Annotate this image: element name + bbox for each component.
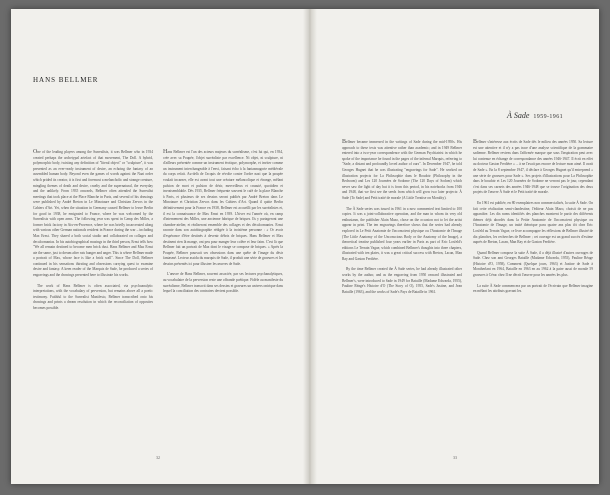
right-page (311, 9, 599, 484)
book-spread (11, 9, 599, 484)
running-head: HANS BELLMER (33, 76, 99, 84)
left-page (11, 9, 307, 484)
text-column-english (342, 140, 462, 300)
paragraph: The work of Hans Bellmer is often associated, via psychoanalytic interpretations, with the vocabulary of perversion, but remains above all a poetic testimony. Faithful to the Surrealist Manifesto, Bellmer transcribed onto his drawings and prints a dream resolution in which the reconciliation of opposites becomes possible. (33, 283, 153, 311)
paragraph: Quand Bellmer compose la suite À Sade, il a déjà illustré d'autres ouvrages de Sade. Chez son ami Georges Bataille (Madame Edwarda, 1955), Pauline Réage (Histoire d'O, 1958), Comment (Quelque jours, 1963) et Justine de Sade à Montherlant en 1964, Bataille en 1963 en au 1962 à la paire aussi de morale 59 gravures à Cérac chez Il ne décrit l'œuvre pour les années les plus. (473, 250, 593, 278)
paragraph: By the time Bellmer created the À Sade series, he had already illustrated other works by the author, and as the engraving from 1950 onward illustrated and Bellmer's, were introduced to Sade in 1949 for Bataille (Madame Edwarda, 1955), Pauline Réage's Histoire d'O (The Story of O), 1955, Sade's Justine, and Jean Bataille (1963), and the works of Sade's Pays de Bataille in 1961. (342, 267, 462, 294)
text-column-french (473, 140, 593, 300)
paragraph: Bellmer s'intéresse aux écrits de Sade dès le milieu des années 1950. Sa lecture est une attentive et il n'y a pas trace d'une analyse scientifique de la grammaire sadienne. Bellmer reviens dans l'affirmée marque que sous l'inspiration peut avec lui contenue en échange de correspondance des années 1946-1947. Il écrit en effet au docteur Gaston Ferdière « ... à ne l'avait pas encore de lecture mon aimé. Il avait de Sade ». En la 8 septembre 1947, il déclare à Georges Hugnet qu'il entreprend « une série de gravures pour Sade ». Ses projets d'illustrations pour La Philosophie dans le boudoir et Les 120 Journées de Sodome ne verront pas le jour, cependant c'est dans ses carnets des années 1946-1948 que se trouve l'origination des deux projets de l'œuvre À Sade et le Petit traité de morale. (473, 139, 593, 195)
section-subtitle: 1959-1961 (533, 114, 563, 120)
text-column-french (163, 150, 283, 300)
section-heading (507, 111, 563, 120)
paragraph: L'œuvre de Hans Bellmer, souvent associée, par ses lectures psychanalytiques, au vocabulaire de la perversion reste une offrande poétique. Fidèle au manifeste du surréalisme, Bellmer transcrit dans ses dessins et gravures un univers onirique dans lequel la conciliation des contraires devient possible. (163, 272, 283, 294)
section-title: À Sade (506, 111, 530, 120)
page-number: 32 (156, 455, 160, 460)
text-column-english (33, 150, 153, 317)
paragraph: En 1961 est publiée, en 80 exemplaires non commercialisés, la suite À Sade. On fait cette réalisation semi-clandestine, l'éditeur Alain Mazo, choisit de ne pas apparaître. Les dix noms identifiés des planches montrent le partir des différents thèmes déjà abordés dans la Petite Anatomie de l'inconscient physique ou l'Anatomie de l'Image, un traité théorique paru quatre ans plus tôt chez Eric Losfeld au Terrain Vague, ce livre accompagne les réflexions de Bellmer illustré de dix planches, les recherches de Bellmer ; cet ouvrage est un grand succès d'estime auprès de Breton, Lacan, Man Ray et de Gaston Ferdière. (473, 200, 593, 245)
page-number: 33 (453, 455, 457, 460)
paragraph: One of the leading players among the Surrealists, it was Bellmer who in 1934 created perhaps the archetypal artefact of that movement, The Doll. A hybrid, polymorphic body, twisting any definition of "literal object" or "sculpture", it was presented as an ever-ready instrument of desire, an echoing the fantasy of an assembled human body. Beyond even the games of words against the Nazi order which prided its creator, it is first and foremost a melancholic and strange creature, mingling themes of death and desire, cruelty and the supernatural, the everyday and the unlikely. From 1935 onwards, Bellmer often attended the Surrealist meetings that took place at the Place Blanche in Paris, and several of his drawings were published by André Breton in Le Minotaure and Christian Zervos in the Cahiers d'Art. Yet, when the situation in Germany caused Bellmer to leave Berlin for good in 1938, he emigrated to France, where he was welcomed by the Surrealists with open arms. The following year was spent in Camp des Milles, a former brick factory in Aix-en-Provence, where he was briefly incarcerated along with various other German nationals resident in France during the war – including Max Ernst. They shared a both social studio and collaborated on collages and decalcomanias. In his autobiographical musings in the third person, Ernst tells how "We all remain destined to become men brick dust. Hans Bellmer and Max Ernst ate the same, just to dream after rats hunger and anger. This is where Bellmer made a portrait of Max, whose face is like a brick wall". Since The Doll, Bellmer continued in his sensations thirsting and obsessions carrying quest to examine desire and fantasy. A keen reader of the Marquis de Sade, he produced a series of engravings and the drawings presented here to illustrate his works. (33, 149, 153, 278)
paragraph: Hans Bellmer est l'un des acteurs majeurs du surréalisme, c'est lui qui, en 1934, crée avec sa Poupée, l'objet surréaliste par excellence. Ni objet, ni sculpture, ni d'ailleurs présentée comme un instrument érotique, polymorphe, et inviter comme un instrument interchangeable à l'envi, faisant écho à la fantasmagorie médiévale du corps refait. Au-delà de l'acquis de révolte contre l'ordre nazi que la poupée voulait incarner, elle est avant tout une créature mélancolique et étrange, mêlant pulsion de mort et pulsion de désir, merveilleux et cruauté, quotidien et invraisemblable. Dès 1935, Bellmer fréquente souvent le café de la place Blanche à Paris, et plusieurs de ses dessins seront publiés par André Breton dans Le Minotaure et Christian Zervos dans les Cahiers d'Art. Quand il quitte Berlin définitivement pour la France en 1938, Bellmer est accueilli par les surréalistes et, il est la connaissance de Max Ernst en 1939. L'hiver est l'année où, en camp d'internement des Milles, une ancienne fabrique de briques. Ils y partageront une chambre-atelier, et réaliseront ensemble des collages et des décalcomanies. Ernst raconte dans son autobiographie rédigée à la troisième personne : « Or avoir il'espérance d'être destinés à devenir débris de briques. Hans Bellmer et Max destinent rien là mange, ont peu pour manger leur colère et leur faim. C'est là que Bellmer fait un portrait de Max dont le visage se compose de briques. » Après la Poupée, Bellmer poursuit ses obsessions dans une quête de l'image du désir fantasmé. Lecteur assidu du marquis de Sade, il produit une série de gravures et les dessins présentés ici pour illustrer les œuvres de Sade. (163, 149, 283, 266)
paragraph: Bellmer became immersed in the writings of Sade during the mid-1950s. His approach to these texts was attentive rather than academic; and in 1949 Bellmer entered into a two-year correspondence with the German Psychiatrist in which he spoke of the importance he found in the pages of the infernal Marquis, referring to "Sade, a distant and profoundly loved author of ours". In December 1947, he told Georges Hugnet that he was illustrating "engravings for Sade". He worked on illustration projects for La Philosophie dans le Boudoir (Philosophy in the Bedroom) and Les 120 Journées de Sodome (The 120 Days of Sodom) which never saw the light of day but it is from this period, in his notebooks from 1946 and 1948, that we first see the seeds from which will grow two later projects: À Sade (To Sade) and Petit traité de morale (A Little Treatise on Morality). (342, 139, 462, 200)
paragraph: The À Sade series was issued in 1961 in a now commented text limited to 100 copies. It was a joint-collaborative operation, and the man in whom its very old enthusiasm, the publisher Alain Mazo, chose on the occasion not to let the artist appear in print. The ten engravings therefore shows that the series had already explored in Le Petit Anatomie de l'inconscient physique ou l'Anatomie de l'Image (The Little Anatomy of the Unconscious Body or the Anatomy of the Image), a theoretical treatise published four years earlier in Paris as part of Eric Losfeld's editions Le Terrain Vague, which combined Bellmer's thoughts into three chapters, illustrated with ten plates, it was a great critical success with Breton, Lacan, Man Ray and Gaston Ferdière. (342, 206, 462, 261)
paragraph: La suite À Sade commencera par un portrait de l'écrivain que Bellmer imagine en mêlant les attributs gravant les. (473, 283, 593, 294)
